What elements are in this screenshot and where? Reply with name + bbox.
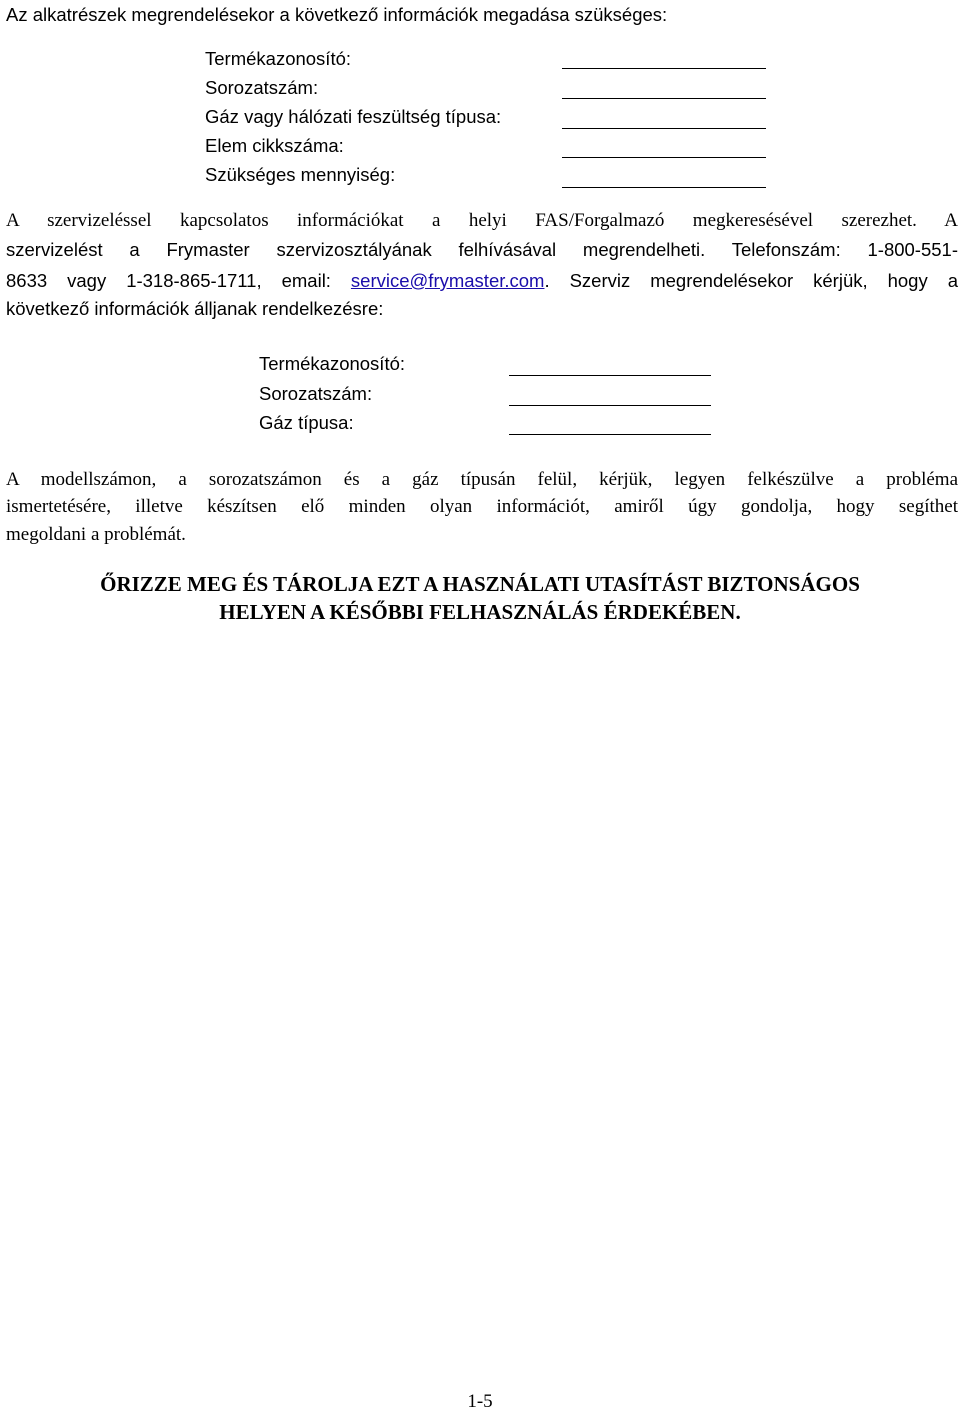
service-paragraph-line: A szervizeléssel kapcsolatos információkat a helyi FAS/Forgalmazó megkeresésével szerezhet. A (6, 210, 958, 231)
notice-line: HELYEN A KÉSŐBBI FELHASZNÁLÁS ÉRDEKÉBEN. (219, 600, 741, 624)
parts-form-label-quantity: Szükséges mennyiség: (205, 164, 396, 185)
service-phone-text: 8633 vagy 1-318-865-1711, email: (6, 270, 351, 291)
service-form-label-gas-type: Gáz típusa: (259, 412, 354, 433)
model-paragraph-line: A modellszámon, a sorozatszámon és a gáz típusán felül, kérjük, legyen felkészülve a probléma (6, 469, 958, 490)
service-form-blank-gas-type[interactable] (509, 434, 711, 435)
service-form-label-serial: Sorozatszám: (259, 383, 373, 404)
parts-form-label-serial: Sorozatszám: (205, 77, 319, 98)
service-form-label-product-id: Termékazonosító: (259, 353, 406, 374)
parts-form-label-gas-voltage: Gáz vagy hálózati feszültség típusa: (205, 106, 502, 127)
service-email-link[interactable]: service@frymaster.com (350, 270, 545, 291)
model-paragraph-line: ismertetésére, illetve készítsen elő minden olyan információt, amiről úgy gondolja, hogy segíthet (6, 496, 958, 517)
service-paragraph-line: következő információk álljanak rendelkezésre: (6, 298, 384, 319)
notice-line: ŐRIZZE MEG ÉS TÁROLJA EZT A HASZNÁLATI UTASÍTÁST BIZTONSÁGOS (100, 572, 860, 596)
parts-form-blank-part-number[interactable] (562, 157, 766, 158)
parts-form-label-part-number: Elem cikkszáma: (205, 135, 344, 156)
intro-text: Az alkatrészek megrendelésekor a következő információk megadása szükséges: (6, 4, 668, 25)
parts-form-blank-serial[interactable] (562, 98, 766, 99)
page-number: 1-5 (467, 1391, 493, 1412)
parts-form-blank-gas-voltage[interactable] (562, 128, 766, 129)
service-paragraph-line: szervizelést a Frymaster szervizosztályának felhívásával megrendelheti. Telefonszám: 1-800-551- (6, 239, 958, 260)
parts-form-blank-quantity[interactable] (562, 187, 766, 188)
service-request-text: . Szerviz megrendelésekor kérjük, hogy a (544, 270, 958, 291)
service-form-blank-product-id[interactable] (509, 375, 711, 376)
parts-form-blank-product-id[interactable] (562, 68, 766, 69)
service-form-blank-serial[interactable] (509, 405, 711, 406)
model-paragraph-line: megoldani a problémát. (6, 524, 186, 545)
parts-form-label-product-id: Termékazonosító: (205, 48, 352, 69)
service-paragraph-line (6, 266, 958, 295)
